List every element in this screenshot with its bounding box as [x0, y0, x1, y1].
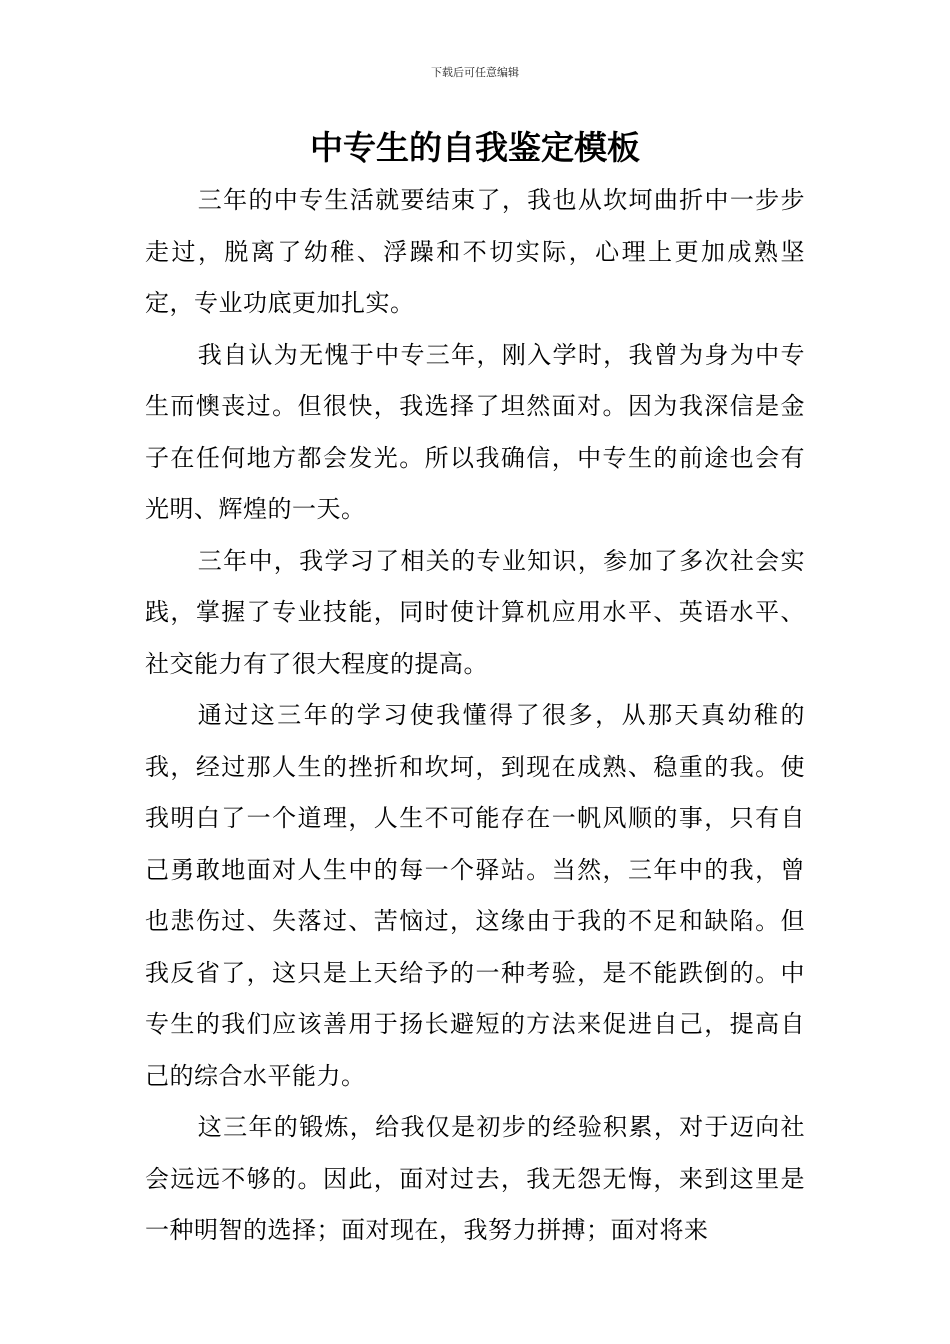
paragraph-3: 三年中，我学习了相关的专业知识，参加了多次社会实践，掌握了专业技能，同时使计算机应用水平、英语水平、社交能力有了很大程度的提高。 — [145, 546, 805, 678]
paragraph-1: 三年的中专生活就要结束了，我也从坎坷曲折中一步步走过，脱离了幼稚、浮躁和不切实际，心理上更加成熟坚定，专业功底更加扎实。 — [145, 186, 805, 317]
document-title: 中专生的自我鉴定模板 — [310, 128, 640, 167]
paragraph-2: 我自认为无愧于中专三年，刚入学时，我曾为身为中专生而懊丧过。但很快，我选择了坦然面对。因为我深信是金子在任何地方都会发光。所以我确信，中专生的前途也会有光明、辉煌的一天。 — [145, 340, 805, 523]
paragraph-4: 通过这三年的学习使我懂得了很多，从那天真幼稚的我，经过那人生的挫折和坎坷，到现在成熟、稳重的我。使我明白了一个道理，人生不可能存在一帆风顺的事，只有自己勇敢地面对人生中的每一个驿站。当然，三年中的我，曾也悲伤过、失落过、苦恼过，这缘由于我的不足和缺陷。但我反省了，这只是上天给予的一种考验，是不能跌倒的。中专生的我们应该善用于扬长避短的方法来促进自己，提高自己的综合水平能力。 — [145, 701, 805, 1090]
document-body — [145, 175, 805, 1257]
header-note: 下载后可任意编辑 — [431, 66, 519, 79]
paragraph-5: 这三年的锻炼，给我仅是初步的经验积累，对于迈向社会远远不够的。因此，面对过去，我无怨无悔，来到这里是一种明智的选择；面对现在，我努力拼搏；面对将来 — [145, 1113, 805, 1244]
